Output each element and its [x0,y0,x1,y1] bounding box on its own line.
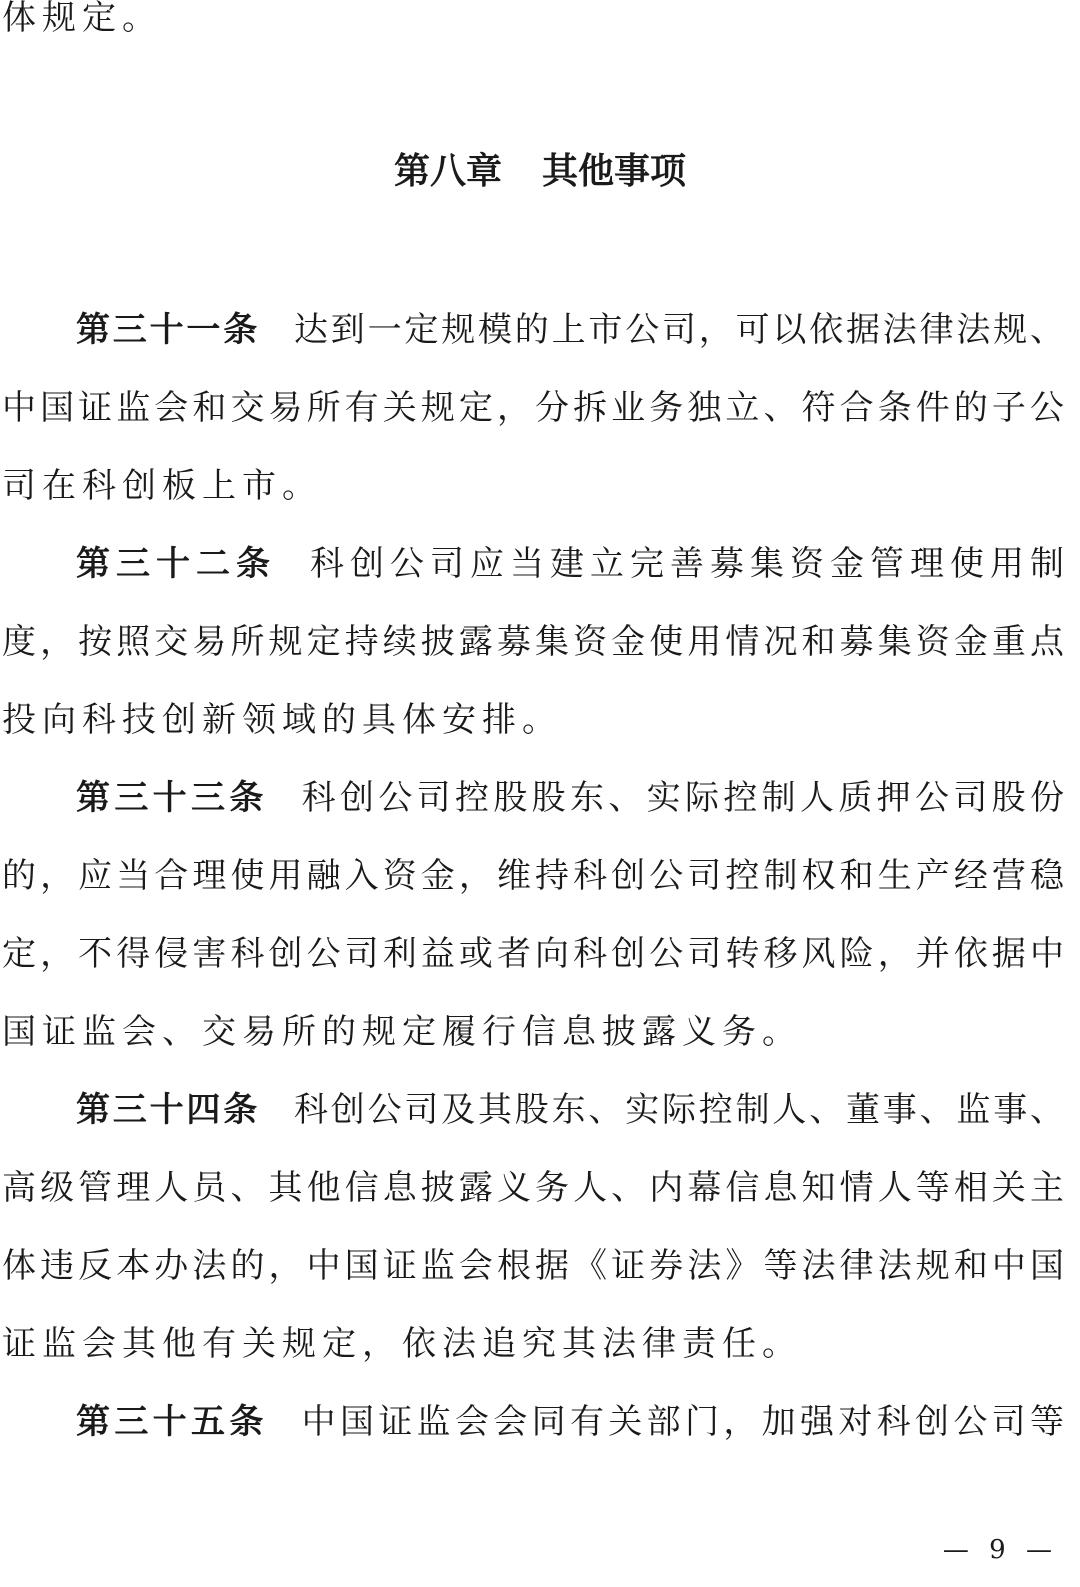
article-33-number: 第三十三条 [76,778,268,818]
article-32-line-1 [2,534,1064,594]
article-32-line-2: 度，按照交易所规定持续披露募集资金使用情况和募集资金重点 [2,622,1064,662]
article-34-line-1 [2,1080,1064,1140]
article-31-number: 第三十一条 [76,310,260,350]
article-33-line-1 [2,768,1064,828]
continued-text-line: 体规定。 [2,0,162,38]
article-33-line-2: 的，应当合理使用融入资金，维持科创公司控制权和生产经营稳 [2,856,1064,896]
article-33-text: 科创公司控股股东、实际控制人质押公司股份 [301,778,1064,818]
article-33-line-3: 定，不得侵害科创公司利益或者向科创公司转移风险，并依据中 [2,934,1064,974]
page-number: — 9 — [942,1535,1058,1565]
article-34-line-2: 高级管理人员、其他信息披露义务人、内幕信息知情人等相关主 [2,1168,1064,1208]
article-31-line-2: 中国证监会和交易所有关规定，分拆业务独立、符合条件的子公 [2,388,1064,428]
article-31-text: 达到一定规模的上市公司，可以依据法律法规、 [294,310,1064,350]
article-34-line-4: 证监会其他有关规定，依法追究其法律责任。 [2,1324,802,1364]
article-34-number: 第三十四条 [76,1090,260,1130]
article-35-line-1 [2,1392,1064,1452]
article-35-text: 中国证监会会同有关部门，加强对科创公司等 [301,1402,1064,1442]
article-34-text: 科创公司及其股东、实际控制人、董事、监事、 [294,1090,1064,1130]
article-32-line-3: 投向科技创新领域的具体安排。 [2,700,562,740]
chapter-title: 其他事项 [542,151,687,192]
article-34-line-3: 体违反本办法的，中国证监会根据《证券法》等法律法规和中国 [2,1246,1064,1286]
article-33-line-4: 国证监会、交易所的规定履行信息披露义务。 [2,1012,802,1052]
article-31-line-3: 司在科创板上市。 [2,466,322,506]
chapter-heading [0,142,1080,202]
chapter-number: 第八章 [393,151,502,192]
article-32-text: 科创公司应当建立完善募集资金管理使用制 [310,544,1064,584]
article-32-number: 第三十二条 [76,544,276,584]
article-31-line-1 [2,300,1064,360]
article-35-number: 第三十五条 [76,1402,268,1442]
